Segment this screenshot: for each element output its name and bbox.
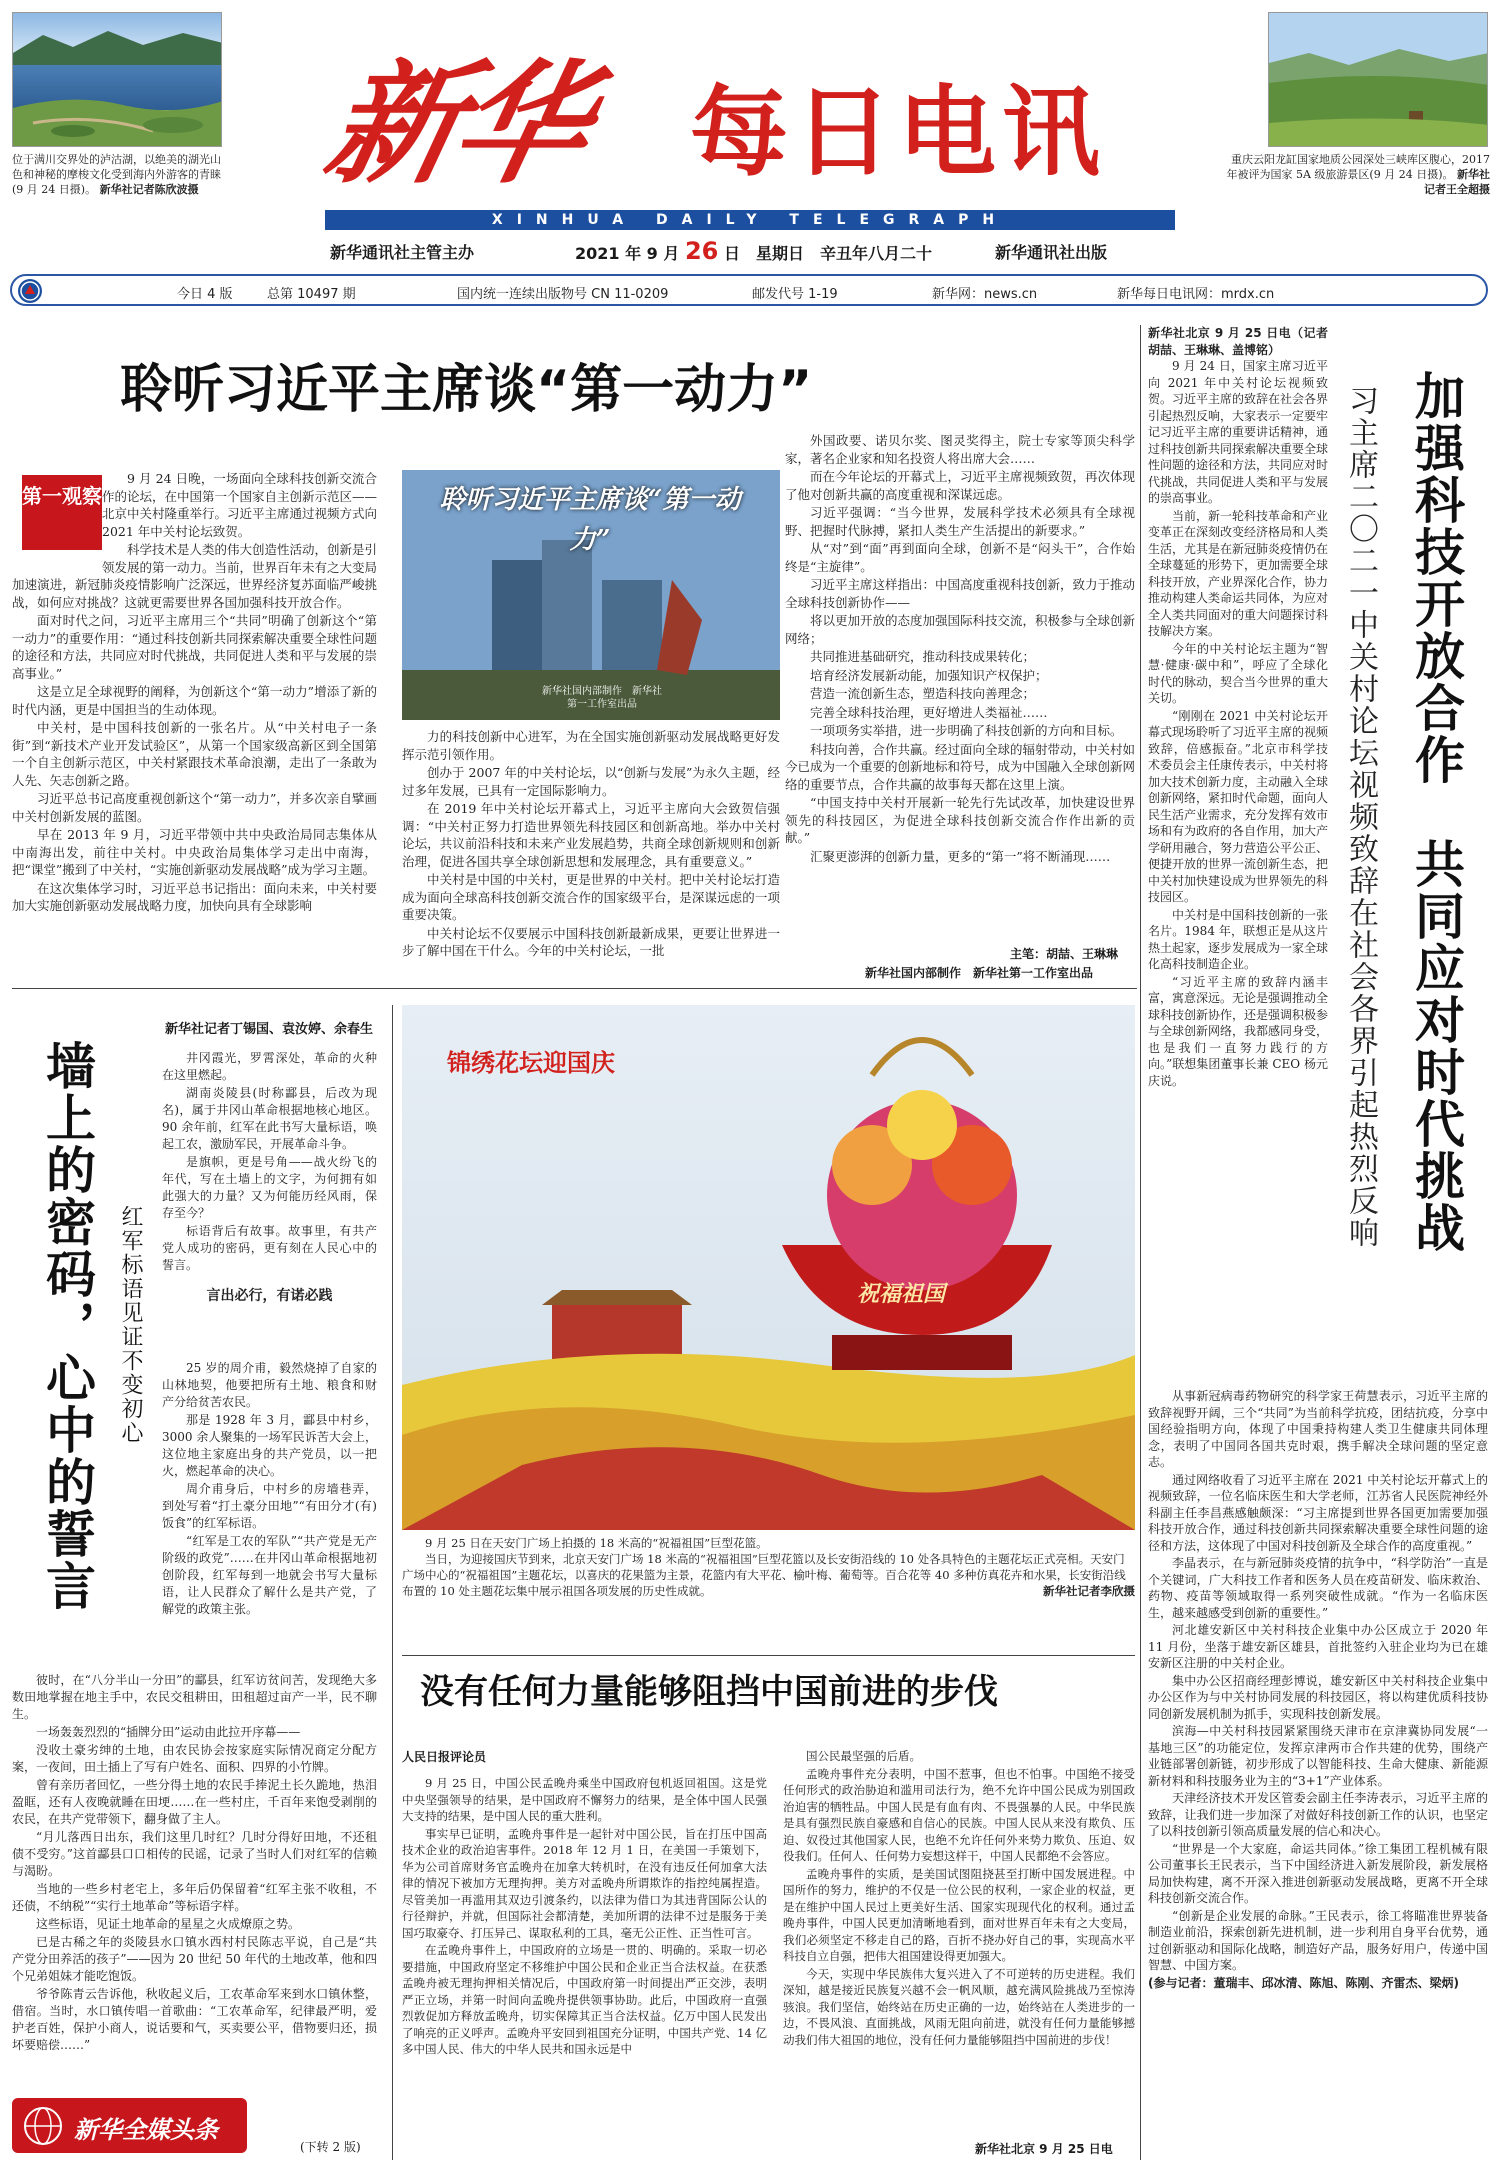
right-column-rule xyxy=(1140,325,1141,2160)
masthead-left-photo xyxy=(12,12,222,147)
commentary-byline: 人民日报评论员 xyxy=(402,1750,487,1764)
first-observation-badge: 第一观察 xyxy=(22,475,102,550)
masthead-publisher: 新华通讯社出版 xyxy=(995,243,1108,262)
flower-basket-text: 祝福祖国 xyxy=(857,1281,946,1307)
xinhua-emblem-icon xyxy=(18,279,42,303)
lake-landscape-image xyxy=(13,13,222,147)
flower-caption-lead: 9 月 25 日在天安门广场上拍摄的 18 米高的“祝福祖国”巨型花篮。 xyxy=(425,1536,768,1550)
lead-headline: 聆听习近平主席谈“第一动力” xyxy=(120,360,813,420)
right-story-subhead: 习主席二〇二一中关村论坛视频致辞在社会各界引起热烈反响 xyxy=(1343,385,1378,1249)
masthead-right-photo xyxy=(1268,12,1488,147)
flower-photo-overlay-title: 锦绣花坛迎国庆 xyxy=(447,1049,615,1077)
masthead-sponsor: 新华通讯社主管主办 xyxy=(330,243,475,262)
right-story-headline: 加强科技开放合作 共同应对时代挑战 xyxy=(1407,370,1465,1254)
slogans-wide-text: 彼时，在“八分半山一分田”的酃县，红军访贫问苦，发现绝大多数田地掌握在地主手中，农民交租耕田，田租超过亩产一半，民不聊生。 一场轰轰烈烈的“插牌分田”运动由此拉开序幕—— 没收土豪劣绅的土地，由农民协会按家庭实际情况商定分配方案，一夜间，田土插上了写有户姓名、面积、四界的小竹牌。 曾有亲历者回忆，一些分得土地的农民手捧泥土长久跪地，热泪盈眶，还有人夜晚就睡在田埂……在一些村庄，千百年来饱受剥削的农民，在共产党带领下，翻身做了主人。 “月儿落西日出东，我们这里几时红？几时分得好田地，不还租债不受穷。”这首酃县口口相传的民谣，记录了当时人们对红军的信赖与渴盼。 当地的一些乡村老宅上，多年后仍保留着“红军主张不收租，不还债，不纳税”“实行土地革命”等标语字样。 这些标语，见证土地革命的星星之火成燎原之势。 已是古稀之年的炎陵县水口镇水西村村民陈志平说，自己是“共产党分田养活的孩子”——因为 20 世纪 50 年代的土地改革，他和四个兄弟姐妹才能吃饱饭。 爷爷陈青云告诉他，秋收起义后，工农革命军来到水口镇休整，借宿。当时，水口镇传唱一首歌曲：“工农革命军，纪律最严明，爱护老百姓，保护小商人，说话要和气，买卖要公平，借物要归还，损坏要赔偿……” xyxy=(12,1673,377,2052)
lead-col1: 9 月 24 日晚，一场面向全球科技创新交流合作的论坛，在中国第一个国家自主创新示范区——北京中关村隆重举行。习近平主席通过视频方式向 2021 年中关村论坛致贺。 科学技术是人类的伟大创造性活动，创新是引领发展的第一动力。当前，世界百年未有之大变局加速演进，新冠肺炎疫情影响广泛深远，世界经济复苏面临严峻挑战，如何应对挑战？这就更需要世界各国加强科技开放合作。 面对时代之问，习近平主席用三个“共同”明确了创新这个“第一动力”的重要作用：“通过科技创新共同探索解决重要全球性问题的途径和方法，共同应对时代挑战，共同促进人类和平与发展的崇高事业。” 这是立足全球视野的阐释，为创新这个“第一动力”增添了新的时代内涵，更是中国担当的生动体现。 中关村，是中国科技创新的一张名片。从“中关村电子一条街”到“新技术产业开发试验区”，从第一个国家级高新区到全国第一个自主创新示范区，中关村紧跟技术革命浪潮，走出了一条敢为人先、矢志创新之路。 习近平总书记高度重视创新这个“第一动力”，并多次亲自擘画中关村创新发展的蓝图。 早在 2013 年 9 月，习近平带领中共中央政治局同志集体从中南海出发，前往中关村。中央政治局集体学习走出中南海，把“课堂”搬到了中关村，“实施创新驱动发展战略”成为学习主题。 在这次集体学习时，习近平总书记指出：面向未来，中关村要加大实施创新驱动发展战略力度，加快向具有全球影响 xyxy=(12,471,378,913)
masthead-date xyxy=(575,237,932,265)
masthead-logo-daily-telegraph: 每日电讯 xyxy=(690,76,1107,190)
today-pages: 今日 4 版 xyxy=(177,287,233,302)
mountain-park-image xyxy=(1269,13,1488,147)
masthead-left-credit: 新华社记者陈欣波摄 xyxy=(99,183,199,196)
issue-number: 总第 10497 期 xyxy=(267,287,356,302)
left-column-rule xyxy=(392,1005,393,2160)
lead-photo-title: 聆听习近平主席谈“第一动力” xyxy=(439,485,741,555)
lead-photo-caption: 新华社国内部制作 新华社第一工作室出品 xyxy=(542,686,662,710)
date-suffix: 日 星期日 辛丑年八月二十 xyxy=(723,244,932,263)
commentary-col2: 国公民最坚强的后盾。 孟晚舟事件充分表明，中国不惹事，但也不怕事。中国绝不接受任何形式的政治胁迫和滥用司法行为，绝不允许中国公民成为别国政治迫害的牺牲品。中国人民是有血有肉、不畏强暴的人民。中华民族是具有强烈民族自豪感和自信心的民族。中国人民从来没有欺负、压迫、奴役过其他国家人民，也绝不允许任何外来势力欺负、压迫、奴役我们。任何人、任何势力妄想这样干，中国人民都绝不会答应。 孟晚舟事件的实质，是美国试图阻挠甚至打断中国发展进程。中国所作的努力，维护的不仅是一位公民的权利，一家企业的权益，更是在维护中国人民过上更美好生活、国家实现现代化的权利。通过孟晚舟事件，中国人民更加清晰地看到，面对世界百年未有之大变局，我们必须坚定不移走自己的路，百折不挠办好自己的事，实现高水平科技自立自强，把伟大祖国建设得更加强大。 今天，实现中华民族伟大复兴进入了不可逆转的历史进程。我们深知，越是接近民族复兴越不会一帆风顺，越充满风险挑战乃至惊涛骇浪。我们坚信，始终站在历史正确的一边，始终站在人类进步的一边，不畏风浪、直面挑战，风雨无阻向前进，就没有任何力量能够撼动我们伟大祖国的地位，没有任何力量能够阻挡中国前进的步伐！ xyxy=(783,1749,1135,2047)
slogans-section-head: 言出必行，有诺必践 xyxy=(206,1288,333,1304)
flower-caption-body: 当日，为迎接国庆节到来，北京天安门广场 18 米高的“祝福祖国”巨型花篮以及长安街沿线的 10 处各具特色的主题花坛正式亮相。天安门广场中心的“祝福祖国”主题花坛，以喜庆的花果篮为主景，花篮内有大平花、榆叶梅、葡萄等。百合花等 40 多种仿真花卉和水果，长安街沿线布置的 10 处主题花坛集中展示祖国各项发展的历史性成就。 xyxy=(402,1552,1126,1598)
flower-basket-image xyxy=(402,1005,1135,1530)
date-prefix: 2021 年 9 月 xyxy=(575,244,680,263)
right-story-dateline: 新华社北京 9 月 25 日电（记者胡喆、王琳琳、盖博铭） xyxy=(1148,326,1328,357)
slogans-subhead: 红军标语见证不变初心 xyxy=(118,1205,143,1445)
masthead-logo-xinhua: 新华 xyxy=(313,47,599,202)
masthead-left-caption: 位于满川交界处的泸沽湖，以绝美的湖光山色和神秘的摩梭文化受到海内外游客的青睐(9 月 24 日摄)。 新华社记者陈欣波摄 xyxy=(12,153,221,196)
right-story-narrow: 新华社北京 9 月 25 日电（记者胡喆、王琳琳、盖博铭） 9 月 24 日，国家主席习近平向 2021 年中关村论坛视频致贺。习近平主席的致辞在社会各界引起热烈反响，大家表示一定要牢记习近平主席的重要讲话精神，通过科技创新共同探索解决重要全球性问题的途径和方法，共同应对时代挑战，共同促进人类和平与发展的崇高事业。 当前，新一轮科技革命和产业变革正在深刻改变经济格局和人类生活，尤其是在新冠肺炎疫情仍在全球蔓延的形势下，更加需要全球科技开放，产业界深化合作，协力推动构建人类命运共同体，为应对全人类共同面对的重大问题探讨科技解决方案。 今年的中关村论坛主题为“智慧·健康·碳中和”，呼应了全球化时代的脉动，契合当今世界的重大关切。 “刚刚在 2021 中关村论坛开幕式现场聆听了习近平主席的视频致辞，倍感振奋。”北京市科学技术委员会主任康传表示，中关村将加大技术创新力度，主动融入全球创新网络，紧扣时代命题，面向人民生活产业需求，充分发挥有效市场和有为政府的各自作用，加大产学研用融合，努力营造公平公正、便捷开放的世界一流创新生态，把中关村加快建设成为世界领先的科技园区。 中关村是中国科技创新的一张名片。1984 年，联想正是从这片热土起家，逐步发展成为一家全球化高科技制造企业。 “习近平主席的致辞内涵丰富，寓意深远。无论是强调推动全球科技创新协作，还是强调积极参与全球创新网络，我都感同身受，也是我们一直努力践行的方向。”联想集团董事长兼 CEO 杨元庆说。 xyxy=(1148,326,1329,1088)
slogans-col-text: 井冈霞光，罗霄深处，革命的火种在这里燃起。 湖南炎陵县(时称酃县，后改为现名)，属于井冈山革命根据地核心地区。90 余年前，红军在此书写大量标语，唤起工农，激励军民，开展革命斗争。 是旗帜，更是号角——战火纷飞的年代，写在土墙上的文字，为何拥有如此强大的力量？又为何能历经风雨，保存至今？ 标语背后有故事。故事里，有共产党人成功的密码，更有刻在人民心中的誓言。 言出必行，有诺必践 xyxy=(162,1051,377,1304)
flower-photo-caption xyxy=(402,1535,1135,1599)
masthead-right-caption: 重庆云阳龙缸国家地质公园深处三峡库区腹心，2017 年被评为国家 5A 级旅游景区(9 月 24 日摄)。 新华社记者王全超摄 xyxy=(1226,153,1490,196)
lead-col2: 力的科技创新中心进军，为在全国实施创新驱动发展战略更好发挥示范引领作用。 创办于 2007 年的中关村论坛，以“创新与发展”为永久主题，经过多年发展，已具有一定国际影响力。 在 2019 年中关村论坛开幕式上，习近平主席向大会致贺信强调：“中关村正努力打造世界领先科技园区和创新高地。举办中关村论坛，共议前沿科技和未来产业发展趋势，共商全球创新规则和创新治理，促进各国共享全球创新思想和发展理念，具有重要意义。” 中关村是中国的中关村，更是世界的中关村。把中关村论坛打造成为面向全球高科技创新交流合作的国家级平台，是深谋远虑的一项重要决策。 中关村论坛不仅要展示中国科技创新最新成果，更要让世界进一步了解中国在干什么。今年的中关村论坛，一批 xyxy=(402,729,780,958)
commentary-dateline: 新华社北京 9 月 25 日电 xyxy=(975,2142,1113,2156)
date-day: 26 xyxy=(684,237,719,265)
flower-basket-photo xyxy=(402,1005,1135,1530)
right-story-credits: (参与记者：董瑞丰、邱冰清、陈旭、陈刚、齐雷杰、梁炳) xyxy=(1148,1975,1459,1990)
commentary-headline: 没有任何力量能够阻挡中国前进的步伐 xyxy=(420,1672,998,1712)
slogans-headline: 墙上的密码，心中的誓言 xyxy=(38,1040,96,1612)
slogans-main-text: 25 岁的周介甫，毅然烧掉了自家的山林地契，他要把所有土地、粮食和财产分给贫苦农民。 那是 1928 年 3 月，酃县中村乡，3000 余人聚集的一场军民诉苦大会上，这位地主家庭出身的共产党员，以一把火，燃起革命的决心。 周介甫身后，中村乡的房墙巷弄，到处写着“打土豪分田地”“有田分才(有)饭食”的红军标语。 “红军是工农的军队”“共产党是无产阶级的政党”……在井冈山革命根据地初创阶段，红军每到一地就会书写大量标语，让人民群众了解什么是共产党，了解党的政策主张。 xyxy=(162,1361,377,1616)
xinhua-net[interactable]: 新华网：news.cn xyxy=(932,287,1038,302)
commentary-top-rule xyxy=(402,1655,1135,1656)
commentary-col1: 9 月 25 日，中国公民孟晚舟乘坐中国政府包机返回祖国。这是党中央坚强领导的结果，是中国政府不懈努力的结果，是全体中国人民强大支持的结果，是中国人民的重大胜利。 事实早已证明，孟晚舟事件是一起针对中国公民，旨在打压中国高技术企业的政治迫害事件。2018 年 12 月 1 日，在美国一手策划下，华为公司首席财务官孟晚舟在加拿大转机时，在没有违反任何加拿大法律的情况下被加方无理拘押。美方对孟晚舟所谓欺诈的指控纯属捏造。尽管美加一再滥用其双边引渡条约，以法律为借口为其违背国际公认的行径辩护，并就，但国际社会都清楚，美加所谓的法律不过是服务于美国巧取豪夺、打压异己、谋取私利的工具，毫无公正性、正当性可言。 在孟晚舟事件上，中国政府的立场是一贯的、明确的。采取一切必要措施，中国政府坚定不移维护中国公民和企业正当合法权益。在获悉孟晚舟被无理拘押相关情况后，中国政府第一时间提出严正交涉，表明严正立场，并第一时间向孟晚舟提供领事协助。此后，中国政府一直强烈敦促加方释放孟晚舟，切实保障其正当合法权益。亿万中国人民发出了响亮的正义呼声。孟晚舟平安回到祖国充分证明，中国共产党、14 亿多中国人民、伟大的中华人民共和国永远是中 xyxy=(402,1776,767,2056)
e-paper-site[interactable]: 新华每日电讯网：mrdx.cn xyxy=(1117,287,1275,302)
lead-credit: 新华社国内部制作 新华社第一工作室出品 xyxy=(865,966,1094,980)
xinhua-media-headline-label: 新华全媒头条 xyxy=(74,2116,218,2144)
lead-bottom-rule xyxy=(12,988,1137,989)
masthead-english-band: XINHUA DAILY TELEGRAPH xyxy=(325,210,1175,230)
slogans-continued: (下转 2 版) xyxy=(300,2140,361,2154)
lead-editor: 主笔：胡喆、王琳琳 xyxy=(1010,947,1119,961)
lead-photo xyxy=(402,470,780,720)
xinhua-media-headline-logo xyxy=(12,2098,247,2153)
postal-code: 邮发代号 1-19 xyxy=(752,287,838,302)
flower-photo-credit: 新华社记者李欣摄 xyxy=(1043,1584,1135,1598)
lead-col3: 外国政要、诺贝尔奖、图灵奖得主，院士专家等顶尖科学家，著名企业家和知名投资人将出席大会…… 而在今年论坛的开幕式上，习近平主席视频致贺，再次体现了他对创新共赢的高度重视和深谋远虑。 习近平强调：“当今世界，发展科学技术必须具有全球视野、把握时代脉搏，紧扣人类生产生活提出的新要求。” 从“对”到“面”再到面向全球，创新不是“闷头干”，合作始终是“主旋律”。 习近平主席这样指出：中国高度重视科技创新，致力于推动全球科技创新协作—— 将以更加开放的态度加强国际科技交流，积极参与全球创新网络； 共同推进基础研究，推动科技成果转化； 培育经济发展新动能，加强知识产权保护； 营造一流创新生态，塑造科技向善理念； 完善全球科技治理，更好增进人类福祉…… 一项项务实举措，进一步明确了科技创新的方向和目标。 科技向善，合作共赢。经过面向全球的辐射带动，中关村如今已成为一个重要的创新地标和符号，成为中国融入全球创新网络的重要节点，合作共赢的故事每天都在这里上演。 “中国支持中关村开展新一轮先行先试改革，加快建设世界领先的科技园区，为促进全球科技创新交流合作作出新的贡献。” 汇聚更澎湃的创新力量，更多的“第一”将不断涌现…… xyxy=(785,433,1136,864)
right-story-wide: 从事新冠病毒药物研究的科学家王荷慧表示，习近平主席的致辞视野开阔，三个“共同”为当前科学抗疫，团结抗疫，分享中国经验指明方向，体现了中国秉持构建人类卫生健康共同体理念，表明了中国同各国共克时艰，携手解决全球问题的坚定意志。 通过网络收看了习近平主席在 2021 中关村论坛开幕式上的视频致辞，一位名临床医生和大学老师，江苏省人民医院神经外科副主任李昌燕感触颇深：“习主席提到世界各国更加需要加强科技开放合作，通过科技创新共同探索解决重要全球性问题的途径和方法，这体现了中国对科技创新及全球合作的高度重视。” 李晶表示，在与新冠肺炎疫情的抗争中，“科学防治”一直是个关键词，广大科技工作者和医务人员在疫苗研发、临床救治、药物、疫苗等领域取得一系列突破性成就。“作为一名临床医生，越来越感受到创新的重要性。” 河北雄安新区中关村科技企业集中办公区成立于 2020 年 11 月份，坐落于雄安新区雄县，首批签约入驻企业均为已在雄安新区注册的中关村企业。 集中办公区招商经理彭博说，雄安新区中关村科技企业集中办公区作为与中关村协同发展的科技园区，将以构建优质科技协同创新发展机制为抓手，实现科技创新发展。 滨海—中关村科技园紧紧围绕天津市在京津冀协同发展“一基地三区”的功能定位，发挥京津两市合作共建的优势，围绕产业链部署创新链，初步形成了以智能科技、生命大健康、新能源新材料和科技服务业为主的“3+1”产业体系。 天津经济技术开发区管委会副主任李涛表示，习近平主席的致辞，让我们进一步加深了对做好科技创新工作的认识，也坚定了以科技创新引领高质量发展的信心和决心。 “世界是一个大家庭，命运共同体。”徐工集团工程机械有限公司董事长王民表示，当下中国经济进入新发展阶段，新发展格局加快构建，离不开深入推进创新驱动发展战略，更离不开全球科技创新交流合作。 “创新是企业发展的命脉。”王民表示，徐工将瞄准世界装备制造业前沿，探索创新先进机制，进一步利用自身平台优势，通过创新驱动和国际化战略，制造好产品，服务好用户，传递中国智慧、中国方案。 (参与记者：董瑞丰、邱冰清、陈旭、陈刚、齐雷杰、梁炳) xyxy=(1148,1389,1488,1990)
cn-number: 国内统一连续出版物号 CN 11-0209 xyxy=(457,287,669,302)
slogans-byline: 新华社记者丁锡国、袁汝婷、余春生 xyxy=(165,1022,374,1037)
globe-icon xyxy=(18,2101,68,2151)
issue-info-bar xyxy=(10,274,1488,306)
masthead-right-credit: 新华社记者王全超摄 xyxy=(1424,168,1490,196)
